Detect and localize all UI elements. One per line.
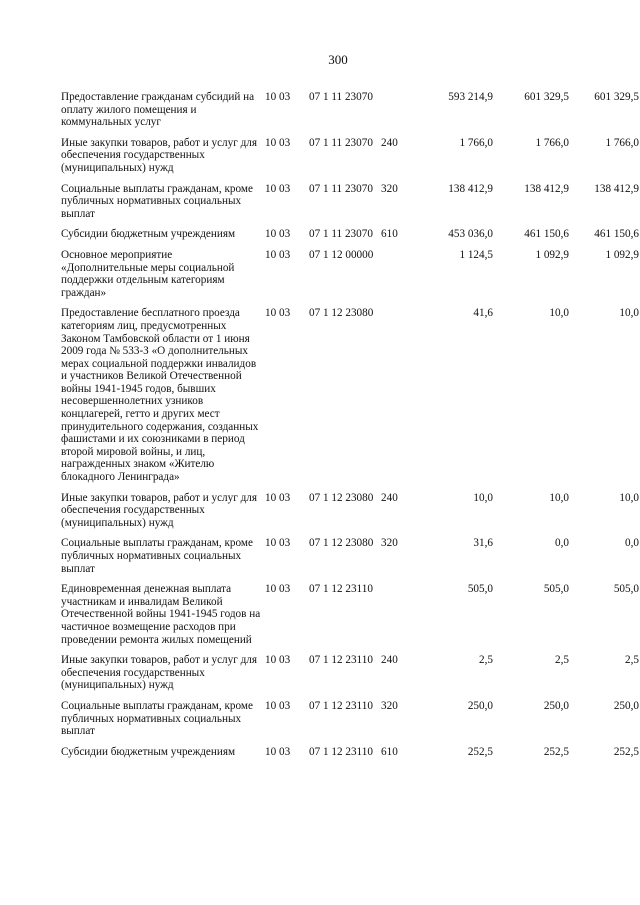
table-row: [61, 654, 639, 700]
target-article-code: 07 1 12 23110: [309, 699, 373, 712]
amount-year-2: 10,0: [549, 307, 569, 320]
target-article-code: 07 1 11 23070: [309, 91, 373, 103]
amount-year-3: 505,0: [613, 583, 639, 596]
section-code: 10 03: [265, 699, 291, 712]
page-number: 300: [328, 52, 348, 67]
section-code: 10 03: [265, 583, 291, 596]
expense-name: Основное мероприятие «Дополнительные меры социальной поддержки отдельным категориям граждан»: [61, 248, 235, 299]
section-code: 10 03: [265, 491, 291, 504]
section-code: 10 03: [265, 307, 291, 320]
table-row: [61, 537, 639, 583]
expense-type-code: [381, 249, 411, 307]
expense-type-code: 240: [381, 491, 398, 504]
expense-type-code: 240: [381, 136, 398, 149]
expense-name: Субсидии бюджетным учреждениям: [61, 745, 236, 758]
amount-year-1: 1 766,0: [459, 136, 493, 149]
table-row: [61, 228, 639, 249]
budget-table-body: [61, 91, 639, 766]
target-article-code: 07 1 12 23110: [309, 745, 373, 758]
table-row: [61, 183, 639, 229]
amount-year-3: 138 412,9: [594, 182, 639, 195]
target-article-code: 07 1 12 00000: [309, 248, 374, 261]
expense-type-code: 320: [381, 182, 398, 195]
amount-year-2: 0,0: [555, 537, 569, 550]
budget-table: [61, 91, 639, 766]
amount-year-3: 601 329,5: [594, 91, 639, 103]
table-row: [61, 249, 639, 307]
table-row: [61, 137, 639, 183]
expense-type-code: 320: [381, 537, 398, 550]
table-row: [61, 307, 639, 491]
amount-year-1: 10,0: [473, 491, 493, 504]
section-code: 10 03: [265, 745, 291, 758]
amount-year-2: 2,5: [555, 654, 569, 667]
section-code: 10 03: [265, 654, 291, 667]
target-article-code: 07 1 12 23080: [309, 307, 374, 320]
amount-year-1: 41,6: [473, 307, 493, 320]
section-code: 10 03: [265, 182, 291, 195]
amount-year-1: 1 124,5: [459, 248, 493, 261]
expense-name: Предоставление гражданам субсидий на оплату жилого помещения и коммунальных услуг: [61, 91, 255, 129]
amount-year-3: 2,5: [625, 654, 639, 667]
amount-year-1: 2,5: [479, 654, 493, 667]
amount-year-1: 250,0: [467, 699, 493, 712]
amount-year-3: 252,5: [613, 745, 639, 758]
amount-year-1: 505,0: [467, 583, 493, 596]
target-article-code: 07 1 12 23080: [309, 491, 374, 504]
section-code: 10 03: [265, 136, 291, 149]
amount-year-3: 0,0: [625, 537, 639, 550]
amount-year-2: 1 092,9: [535, 248, 569, 261]
amount-year-2: 1 766,0: [535, 136, 569, 149]
amount-year-3: 461 150,6: [594, 228, 639, 241]
expense-type-code: 320: [381, 699, 398, 712]
amount-year-1: 31,6: [473, 537, 493, 550]
amount-year-3: 10,0: [619, 307, 639, 320]
amount-year-2: 138 412,9: [524, 182, 569, 195]
expense-name: Единовременная денежная выплата участникам и инвалидам Великой Отечественной войны 1941-1945 годов на частичное возмещение расходов при проведении ремонта жилых помещений: [61, 583, 261, 646]
expense-type-code: [381, 583, 411, 654]
expense-name: Субсидии бюджетным учреждениям: [61, 228, 236, 241]
table-row: [61, 700, 639, 746]
target-article-code: 07 1 11 23070: [309, 182, 373, 195]
section-code: 10 03: [265, 91, 291, 103]
section-code: 10 03: [265, 248, 291, 261]
expense-name: Социальные выплаты гражданам, кроме публичных нормативных социальных выплат: [61, 182, 253, 220]
expense-type-code: [381, 91, 411, 137]
amount-year-3: 1 092,9: [605, 248, 639, 261]
expense-name: Иные закупки товаров, работ и услуг для обеспечения государственных (муниципальных) нужд: [61, 491, 258, 529]
amount-year-2: 601 329,5: [524, 91, 569, 103]
section-code: 10 03: [265, 537, 291, 550]
expense-type-code: [381, 307, 411, 491]
expense-name: Предоставление бесплатного проезда категориям лиц, предусмотренных Законом Тамбовской области от 1 июня 2009 года № 533-З «О дополнительных мерах социальной поддержки инвалидов и участников Великой Отечественной войны 1941-1945 годов, бывших несовершеннолетних узников концлагерей, гетто и других мест принудительного содержания, созданных фашистами и их союзниками в период второй мировой войны, и лиц, награжденных знаком «Жителю блокадного Ленинграда»: [61, 307, 259, 484]
target-article-code: 07 1 11 23070: [309, 136, 373, 149]
amount-year-2: 250,0: [543, 699, 569, 712]
target-article-code: 07 1 12 23110: [309, 654, 373, 667]
expense-name: Социальные выплаты гражданам, кроме публичных нормативных социальных выплат: [61, 699, 253, 738]
amount-year-3: 10,0: [619, 491, 639, 504]
table-row: [61, 492, 639, 538]
table-row: [61, 583, 639, 654]
amount-year-1: 593 214,9: [448, 91, 493, 103]
table-row: [61, 91, 639, 137]
target-article-code: 07 1 12 23110: [309, 583, 373, 596]
target-article-code: 07 1 11 23070: [309, 228, 373, 241]
amount-year-2: 252,5: [543, 745, 569, 758]
section-code: 10 03: [265, 228, 291, 241]
amount-year-1: 453 036,0: [448, 228, 493, 241]
amount-year-1: 138 412,9: [448, 182, 493, 195]
table-row: [61, 746, 639, 767]
expense-type-code: 610: [381, 745, 398, 758]
expense-type-code: 240: [381, 654, 398, 667]
expense-name: Социальные выплаты гражданам, кроме публичных нормативных социальных выплат: [61, 537, 253, 575]
target-article-code: 07 1 12 23080: [309, 537, 374, 550]
amount-year-3: 1 766,0: [605, 136, 639, 149]
amount-year-3: 250,0: [613, 699, 639, 712]
expense-name: Иные закупки товаров, работ и услуг для обеспечения государственных (муниципальных) нужд: [61, 136, 258, 174]
amount-year-2: 461 150,6: [524, 228, 569, 241]
amount-year-1: 252,5: [467, 745, 493, 758]
amount-year-2: 505,0: [543, 583, 569, 596]
expense-type-code: 610: [381, 228, 398, 241]
amount-year-2: 10,0: [549, 491, 569, 504]
expense-name: Иные закупки товаров, работ и услуг для обеспечения государственных (муниципальных) нужд: [61, 654, 258, 692]
